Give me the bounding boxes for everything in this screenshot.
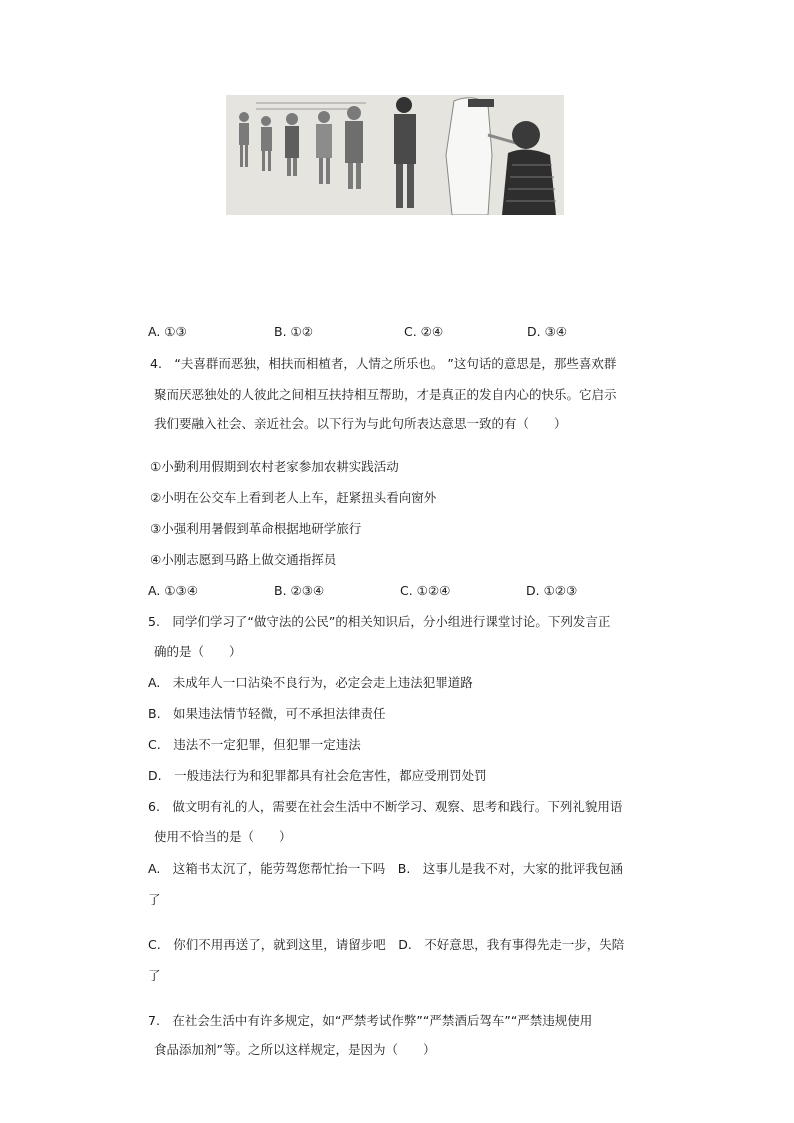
q7-stem-line: 食品添加剂”等。之所以这样规定，是因为（ ）	[154, 1042, 436, 1057]
q5-stem-line: 确的是（ ）	[154, 644, 242, 659]
q4-option-b[interactable]: B. ②③④	[274, 583, 325, 598]
q4-statement: ①小勤利用假期到农村老家参加农耕实践活动	[150, 459, 399, 474]
q6-options-line[interactable]: C. 你们不用再送了，就到这里，请留步吧 D. 不好意思，我有事得先走一步，失陪	[148, 937, 625, 952]
q7-stem-line: 7. 在社会生活中有许多规定，如“严禁考试作弊”“严禁酒后驾车”“严禁违规使用	[148, 1013, 593, 1028]
q6-options-line: 了	[148, 968, 161, 983]
q4-stem-line: 聚而厌恶独处的人彼此之间相互扶持相互帮助，才是真正的发自内心的快乐。它启示	[154, 387, 617, 402]
q5-option-a[interactable]: A. 未成年人一口沾染不良行为，必定会走上违法犯罪道路	[148, 675, 473, 690]
illustration-queue-testing-image	[226, 95, 564, 215]
q6-stem-line: 6. 做文明有礼的人，需要在社会生活中不断学习、观察、思考和践行。下列礼貌用语	[148, 799, 623, 814]
q4-option-d[interactable]: D. ①②③	[526, 583, 578, 598]
q4-stem-line: 我们要融入社会、亲近社会。以下行为与此句所表达意思一致的有（ ）	[154, 416, 567, 431]
q4-statement: ③小强利用暑假到革命根据地研学旅行	[150, 521, 362, 536]
q4-option-c[interactable]: C. ①②④	[400, 583, 451, 598]
illustration-drawing	[226, 95, 564, 215]
q6-options-line: 了	[148, 892, 161, 907]
q3-option-a[interactable]: A. ①③	[148, 324, 187, 339]
q5-option-d[interactable]: D. 一般违法行为和犯罪都具有社会危害性，都应受刑罚处罚	[148, 768, 487, 783]
q4-statement: ②小明在公交车上看到老人上车，赶紧扭头看向窗外	[150, 490, 437, 505]
q4-stem-line: 4. “夫喜群而恶独，相扶而相植者，人情之所乐也。 ”这句话的意思是，那些喜欢群	[150, 356, 617, 371]
q4-option-a[interactable]: A. ①③④	[148, 583, 198, 598]
q5-option-c[interactable]: C. 违法不一定犯罪，但犯罪一定违法	[148, 737, 361, 752]
q5-option-b[interactable]: B. 如果违法情节轻微，可不承担法律责任	[148, 706, 386, 721]
q5-stem-line: 5. 同学们学习了“做守法的公民”的相关知识后，分小组进行课堂讨论。下列发言正	[148, 614, 611, 629]
q3-option-c[interactable]: C. ②④	[404, 324, 444, 339]
q3-option-d[interactable]: D. ③④	[527, 324, 567, 339]
q6-options-line[interactable]: A. 这箱书太沉了，能劳驾您帮忙抬一下吗 B. 这事儿是我不对，大家的批评我包涵	[148, 861, 623, 876]
q3-option-b[interactable]: B. ①②	[274, 324, 313, 339]
q6-stem-line: 使用不恰当的是（ ）	[154, 829, 292, 844]
q4-statement: ④小刚志愿到马路上做交通指挥员	[150, 552, 337, 567]
